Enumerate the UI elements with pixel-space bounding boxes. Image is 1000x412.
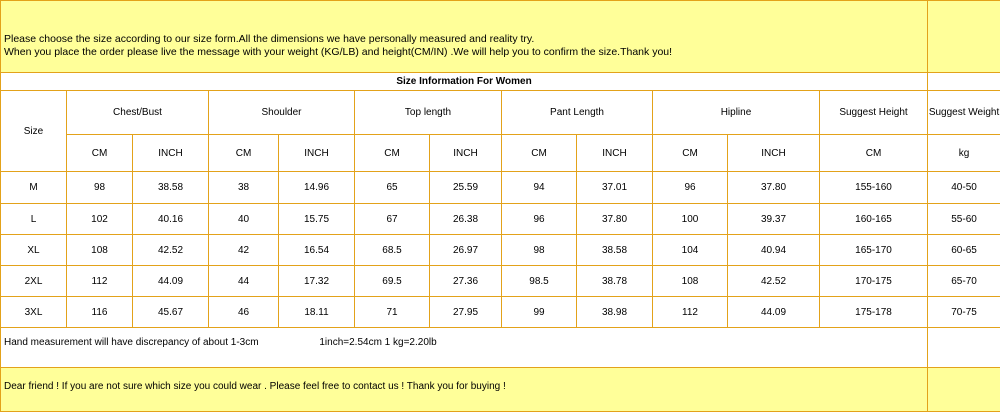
measurement-cell: 17.32 (279, 266, 355, 297)
unit-cell: INCH (279, 135, 355, 172)
measurement-cell: 46 (209, 297, 279, 328)
header-suggest-height: Suggest Height (820, 91, 928, 135)
unit-cell: INCH (577, 135, 653, 172)
measurement-cell: 44 (209, 266, 279, 297)
table-row (1, 266, 1000, 297)
header-suggest-weight: Suggest Weight (928, 91, 1000, 135)
measurement-cell: 94 (502, 172, 577, 204)
unit-cell: INCH (728, 135, 820, 172)
title-side-cell (928, 73, 1000, 91)
measurement-cell: 26.97 (430, 235, 502, 266)
measurement-cell: 26.38 (430, 204, 502, 235)
suggest-height-cell: 170-175 (820, 266, 928, 297)
measurement-cell: 38.78 (577, 266, 653, 297)
measurement-cell: 27.95 (430, 297, 502, 328)
measurement-cell: 37.80 (577, 204, 653, 235)
unit-cell: CM (653, 135, 728, 172)
table-row (1, 297, 1000, 328)
order-notice (1, 1, 928, 73)
size-rows (1, 172, 1000, 328)
header-top-length: Top length (355, 91, 502, 135)
measurement-cell: 96 (653, 172, 728, 204)
measurement-cell: 68.5 (355, 235, 430, 266)
measurement-cell: 38 (209, 172, 279, 204)
measurement-cell: 102 (67, 204, 133, 235)
notice-line-2: When you place the order please live the message with your weight (KG/LB) and height(CM/IN) .We will help you to confirm the size.Thank you! (4, 46, 927, 59)
header-hipline: Hipline (653, 91, 820, 135)
measurement-cell: 42.52 (728, 266, 820, 297)
measurement-cell: 42 (209, 235, 279, 266)
suggest-weight-cell: 65-70 (928, 266, 1000, 297)
suggest-weight-cell: 70-75 (928, 297, 1000, 328)
measurement-cell: 71 (355, 297, 430, 328)
header-pant-length: Pant Length (502, 91, 653, 135)
measurement-cell: 37.01 (577, 172, 653, 204)
measurement-cell: 104 (653, 235, 728, 266)
measurement-cell: 14.96 (279, 172, 355, 204)
suggest-weight-cell: 40-50 (928, 172, 1000, 204)
footer-message: Dear friend ! If you are not sure which size you could wear . Please feel free to contact us ! Thank you for buying ! (1, 368, 928, 412)
measurement-cell: 44.09 (133, 266, 209, 297)
suggest-height-cell: 160-165 (820, 204, 928, 235)
measurement-cell: 69.5 (355, 266, 430, 297)
suggest-height-cell: 165-170 (820, 235, 928, 266)
measurement-cell: 39.37 (728, 204, 820, 235)
measurement-cell: 67 (355, 204, 430, 235)
measurement-cell: 16.54 (279, 235, 355, 266)
footer-side-cell (928, 368, 1000, 412)
size-cell: 2XL (1, 266, 67, 297)
measurement-cell: 116 (67, 297, 133, 328)
table-title: Size Information For Women (1, 73, 928, 91)
measurement-cell: 65 (355, 172, 430, 204)
notice-line-1: Please choose the size according to our size form.All the dimensions we have personally measured and reality try. (4, 33, 927, 46)
measurement-cell: 112 (653, 297, 728, 328)
header-chest-bust: Chest/Bust (67, 91, 209, 135)
measurement-note (1, 328, 928, 368)
measurement-cell: 45.67 (133, 297, 209, 328)
measurement-cell: 27.36 (430, 266, 502, 297)
measurement-cell: 98.5 (502, 266, 577, 297)
suggest-weight-cell: 55-60 (928, 204, 1000, 235)
measurement-cell: 99 (502, 297, 577, 328)
notice-side-cell (928, 1, 1000, 73)
measurement-cell: 100 (653, 204, 728, 235)
measurement-cell: 15.75 (279, 204, 355, 235)
unit-cell: CM (502, 135, 577, 172)
measurement-cell: 38.58 (577, 235, 653, 266)
unit-cell: CM (209, 135, 279, 172)
measurement-discrepancy-note: Hand measurement will have discrepancy of about 1-3cm (4, 337, 259, 348)
table-row (1, 172, 1000, 204)
measurement-cell: 112 (67, 266, 133, 297)
measurement-cell: 40.16 (133, 204, 209, 235)
measurement-cell: 38.58 (133, 172, 209, 204)
unit-cell: INCH (430, 135, 502, 172)
suggest-weight-cell: 60-65 (928, 235, 1000, 266)
suggest-height-cell: 155-160 (820, 172, 928, 204)
measurement-cell: 25.59 (430, 172, 502, 204)
unit-cell: kg (928, 135, 1000, 172)
unit-cell: CM (355, 135, 430, 172)
suggest-height-cell: 175-178 (820, 297, 928, 328)
size-cell: M (1, 172, 67, 204)
measurement-cell: 44.09 (728, 297, 820, 328)
unit-cell: CM (67, 135, 133, 172)
measurement-cell: 40.94 (728, 235, 820, 266)
measurement-cell: 42.52 (133, 235, 209, 266)
measurement-cell: 38.98 (577, 297, 653, 328)
measurement-cell: 108 (67, 235, 133, 266)
size-cell: 3XL (1, 297, 67, 328)
unit-cell: INCH (133, 135, 209, 172)
measurement-cell: 98 (67, 172, 133, 204)
size-cell: L (1, 204, 67, 235)
header-shoulder: Shoulder (209, 91, 355, 135)
measurement-cell: 96 (502, 204, 577, 235)
header-size: Size (1, 91, 67, 172)
unit-cell: CM (820, 135, 928, 172)
measurement-cell: 40 (209, 204, 279, 235)
measurement-cell: 98 (502, 235, 577, 266)
table-row (1, 204, 1000, 235)
unit-conversion-note: 1inch=2.54cm 1 kg=2.20lb (319, 337, 436, 348)
note-side-cell (928, 328, 1000, 368)
measurement-cell: 108 (653, 266, 728, 297)
measurement-cell: 37.80 (728, 172, 820, 204)
table-row (1, 235, 1000, 266)
size-cell: XL (1, 235, 67, 266)
measurement-cell: 18.11 (279, 297, 355, 328)
